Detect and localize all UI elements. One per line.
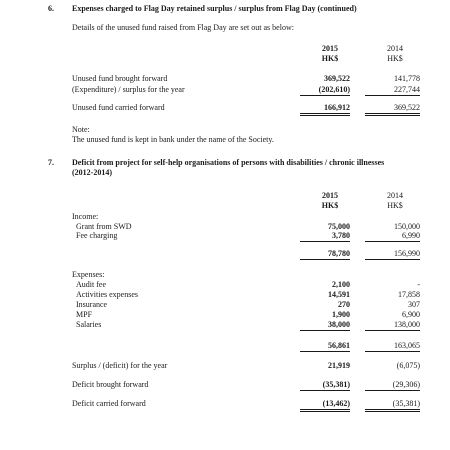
deficit-cf-2014: (35,381) <box>365 400 420 412</box>
expense-row-2015: 14,591 <box>328 290 350 299</box>
s7-col-2014-unit: HK$ <box>387 201 403 210</box>
s6-note-text: The unused fund is kept in bank under the name of the Society. <box>72 135 274 144</box>
income-total-2014: 156,990 <box>365 250 420 260</box>
s7-col-2015-year: 2015 <box>322 191 338 200</box>
expense-row-label: Insurance <box>76 300 108 309</box>
expense-row-2015: 270 <box>338 300 350 309</box>
s6-row-label: (Expenditure) / surplus for the year <box>72 85 185 94</box>
income-title: Income: <box>72 212 99 221</box>
income-row-2014: 6,990 <box>365 232 420 242</box>
s7-col-2015-unit: HK$ <box>321 201 339 210</box>
income-row-2015: 75,000 <box>328 222 350 231</box>
surplus-2014: (6,075) <box>396 361 420 370</box>
s6-total-2015: 166,912 <box>300 104 350 116</box>
section-7-heading-line1: Deficit from project for self-help organisations of persons with disabilities / chronic illnesses <box>72 158 385 167</box>
s6-total-label: Unused fund carried forward <box>72 103 165 112</box>
s7-col-2014-year: 2014 <box>387 191 403 200</box>
s6-row-2015: (202,610) <box>300 86 350 96</box>
section-7-number: 7. <box>48 158 54 167</box>
s6-col-2015-year: 2015 <box>322 44 338 53</box>
expense-row-2014: 307 <box>408 300 420 309</box>
s6-total-2014: 369,522 <box>365 104 420 116</box>
expense-row-2014: 17,858 <box>398 290 420 299</box>
expense-row-label: Activities expenses <box>76 290 138 299</box>
income-row-label: Grant from SWD <box>76 222 132 231</box>
deficit-bf-label: Deficit brought forward <box>72 380 149 389</box>
expense-row-label: MPF <box>76 310 93 319</box>
deficit-bf-2014: (29,306) <box>365 381 420 391</box>
s6-note-title: Note: <box>72 125 90 134</box>
deficit-cf-2015: (13,462) <box>300 400 350 412</box>
expenses-total-2014: 163,065 <box>365 342 420 352</box>
income-row-2014: 150,000 <box>394 222 420 231</box>
s6-row-2015: 369,522 <box>324 74 350 83</box>
s6-row-2014: 141,778 <box>394 74 420 83</box>
s6-row-label: Unused fund brought forward <box>72 74 168 83</box>
deficit-cf-label: Deficit carried forward <box>72 399 146 408</box>
section-6-heading: Expenses charged to Flag Day retained surplus / surplus from Flag Day (continued) <box>72 4 357 13</box>
expense-row-2015: 1,900 <box>332 310 350 319</box>
expense-row-2014: 6,900 <box>402 310 420 319</box>
surplus-2015: 21,919 <box>328 361 350 370</box>
expense-row-2015: 2,100 <box>332 280 350 289</box>
section-6-intro: Details of the unused fund raised from Flag Day are set out as below: <box>72 23 294 32</box>
section-6-number: 6. <box>48 4 54 13</box>
s6-col-2014-year: 2014 <box>387 44 403 53</box>
expenses-total-2015: 56,861 <box>300 342 350 352</box>
expense-row-2014: 138,000 <box>365 321 420 331</box>
expenses-title: Expenses: <box>72 270 105 279</box>
expense-row-label: Audit fee <box>76 280 106 289</box>
s6-col-2014-unit: HK$ <box>387 54 403 63</box>
s6-col-2015-unit: HK$ <box>321 54 339 63</box>
expense-row-2015: 38,000 <box>300 321 350 331</box>
expense-row-label: Salaries <box>76 320 102 329</box>
s6-row-2014: 227,744 <box>365 86 420 96</box>
expense-row-2014: - <box>417 280 420 289</box>
section-7-heading-line2: (2012-2014) <box>72 168 112 177</box>
income-total-2015: 78,780 <box>300 250 350 260</box>
income-row-label: Fee charging <box>76 231 118 240</box>
income-row-2015: 3,780 <box>300 232 350 242</box>
surplus-label: Surplus / (deficit) for the year <box>72 361 168 370</box>
deficit-bf-2015: (35,381) <box>300 381 350 391</box>
